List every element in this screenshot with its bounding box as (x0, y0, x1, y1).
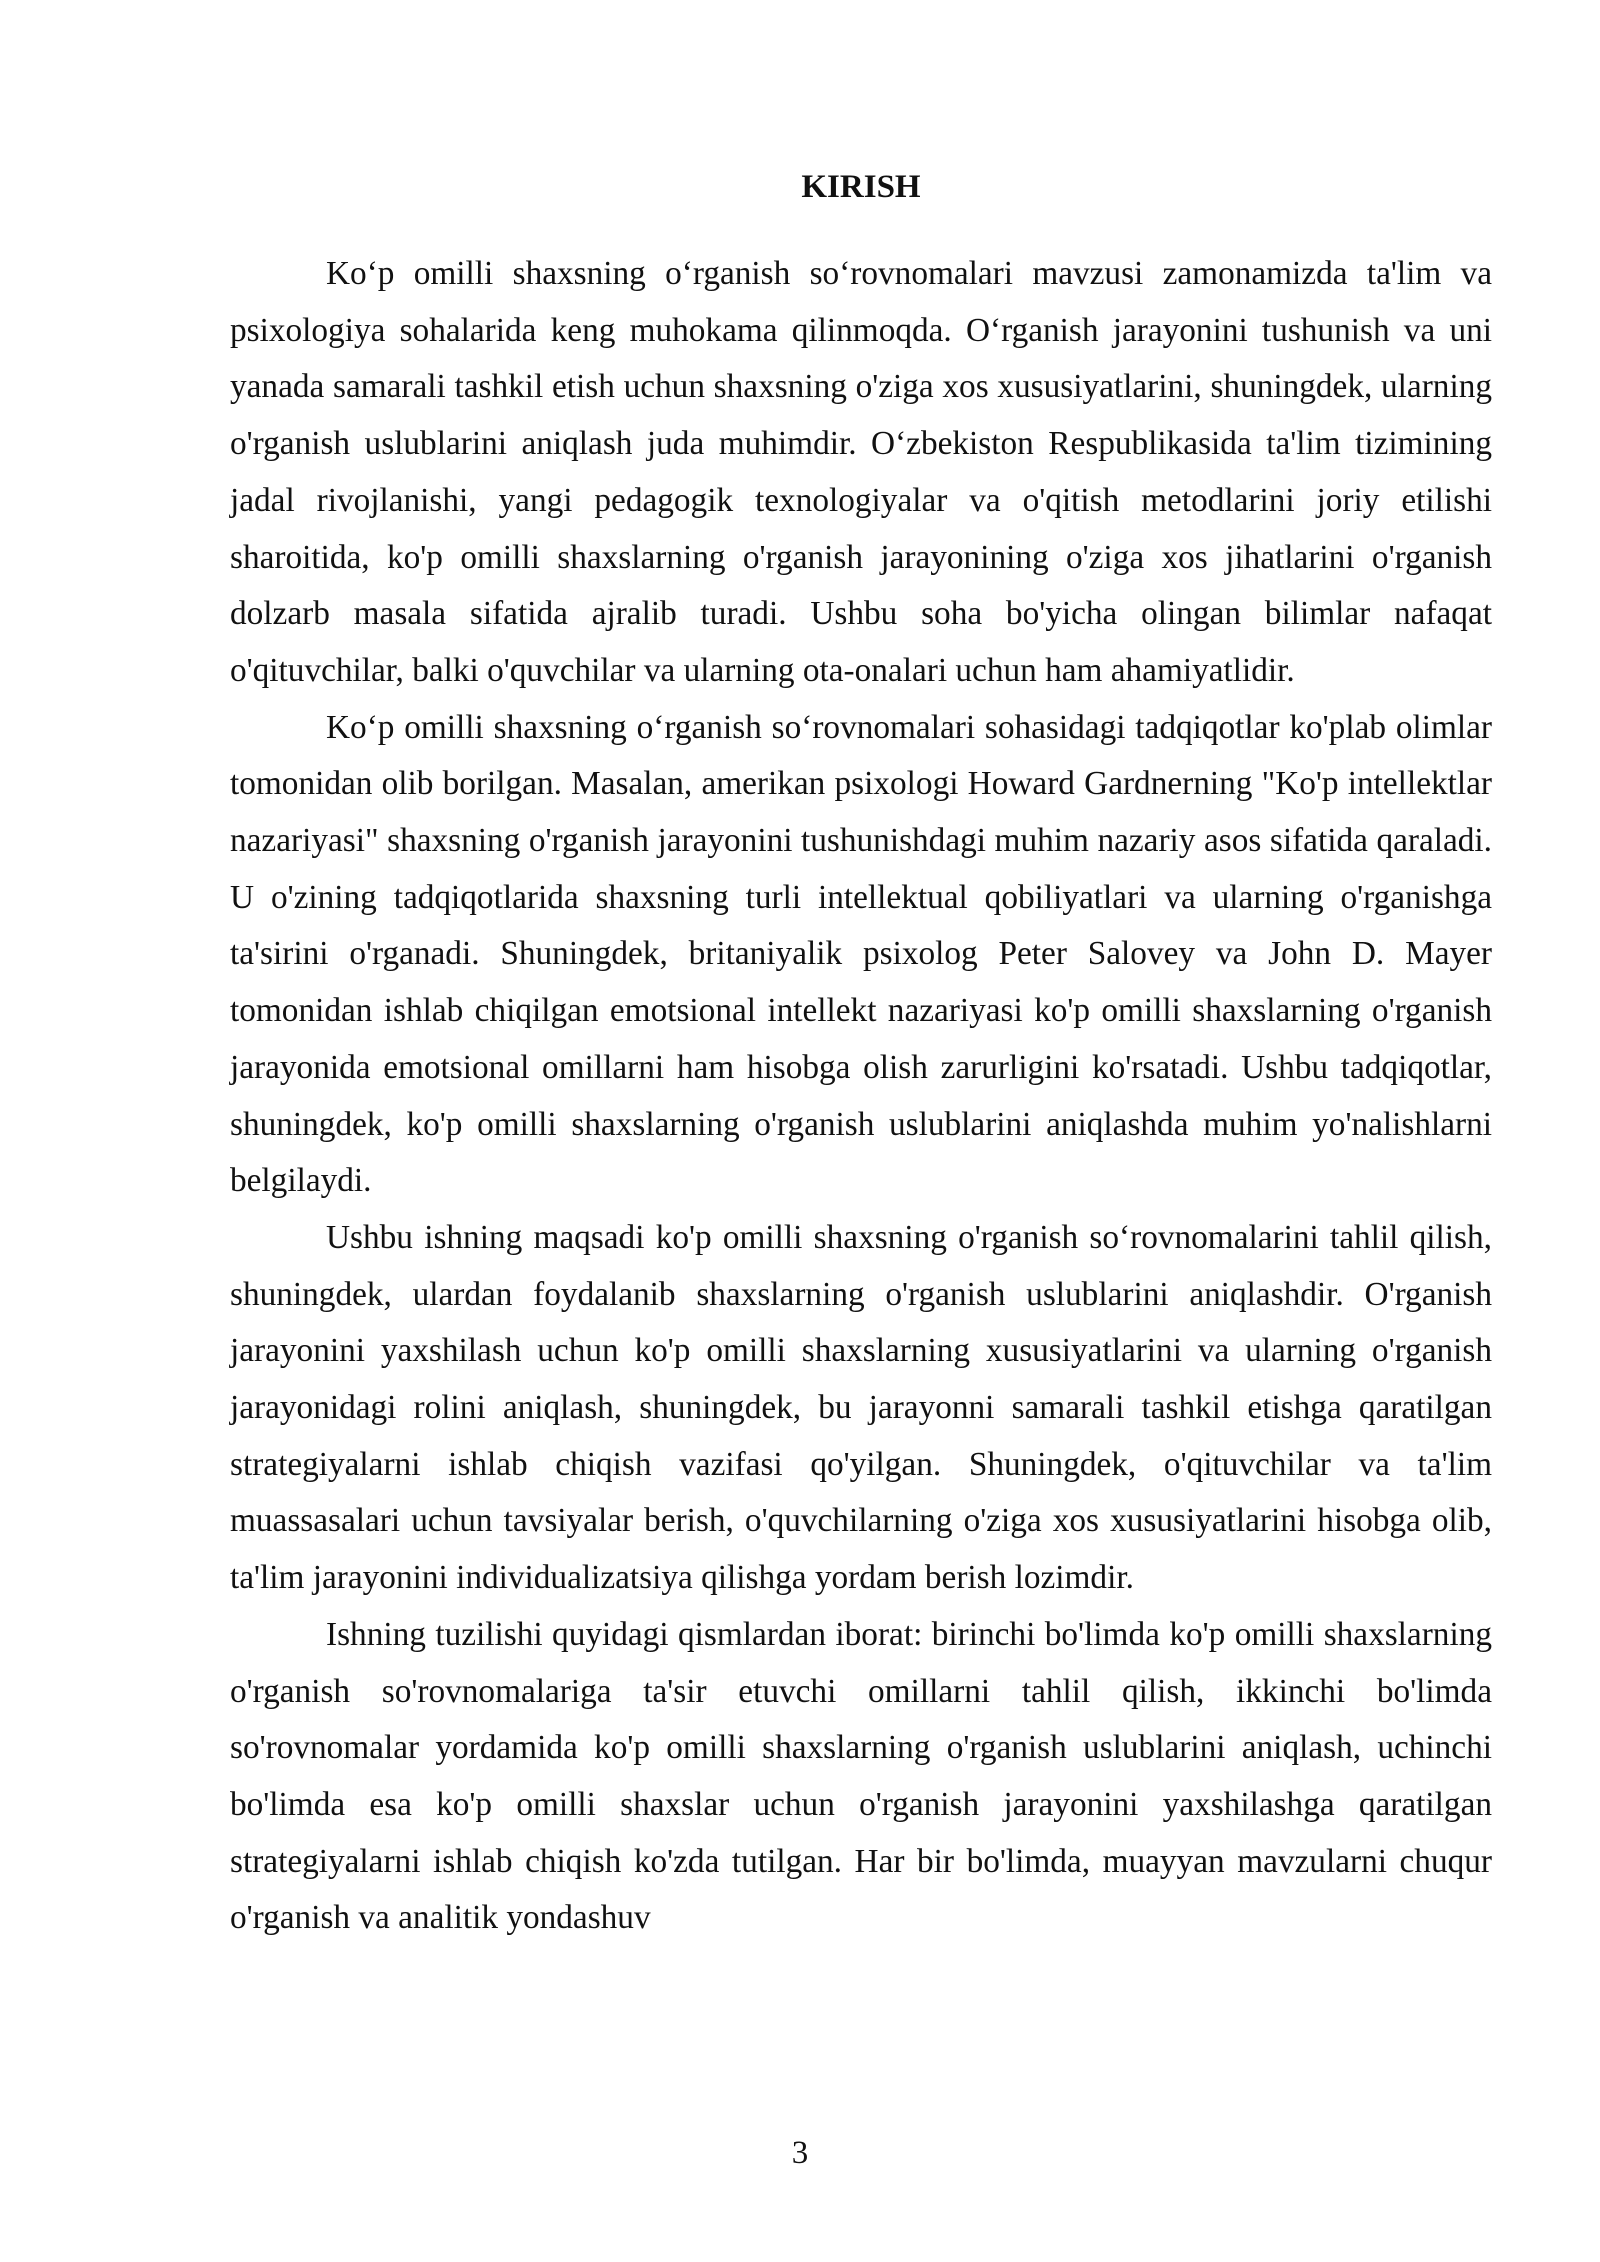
paragraph-3: Ushbu ishning maqsadi ko'p omilli shaxsning o'rganish so‘rovnomalarini tahlil qilish, shuningdek, ulardan foydalanib shaxslarning o'rganish uslublarini aniqlashdir. O'rganish jarayonini yaxshilash uchun ko'p omilli shaxslarning xususiyatlarini va ularning o'rganish jarayonidagi rolini aniqlash, shuningdek, bu jarayonni samarali tashkil etishga qaratilgan strategiyalarni ishlab chiqish vazifasi qo'yilgan. Shuningdek, o'qituvchilar va ta'lim muassasalari uchun tavsiyalar berish, o'quvchilarning o'ziga xos xususiyatlarini hisobga olib, ta'lim jarayonini individualizatsiya qilishga yordam berish lozimdir. (230, 1218, 1492, 1597)
page-number: 3 (791, 2135, 809, 2171)
document-body (230, 246, 1492, 1947)
paragraph-1: Ko‘p omilli shaxsning o‘rganish so‘rovnomalari mavzusi zamonamizda ta'lim va psixologiya sohalarida keng muhokama qilinmoqda. O‘rganish jarayonini tushunish va uni yanada samarali tashkil etish uchun shaxsning o'ziga xos xususiyatlarini, shuningdek, ularning o'rganish uslublarini aniqlash juda muhimdir. O‘zbekiston Respublikasida ta'lim tizimining jadal rivojlanishi, yangi pedagogik texnologiyalar va o'qitish metodlarini joriy etilishi sharoitida, ko'p omilli shaxslarning o'rganish jarayonining o'ziga xos jihatlarini o'rganish dolzarb masala sifatida ajralib turadi. Ushbu soha bo'yicha olingan bilimlar nafaqat o'qituvchilar, balki o'quvchilar va ularning ota-onalari uchun ham ahamiyatlidir. (230, 255, 1492, 689)
paragraph-2: Ko‘p omilli shaxsning o‘rganish so‘rovnomalari sohasidagi tadqiqotlar ko'plab olimlar tomonidan olib borilgan. Masalan, amerikan psixologi Howard Gardnerning "Ko'p intellektlar nazariyasi" shaxsning o'rganish jarayonini tushunishdagi muhim nazariy asos sifatida qaraladi. U o'zining tadqiqotlarida shaxsning turli intellektual qobiliyatlari va ularning o'rganishga ta'sirini o'rganadi. Shuningdek, britaniyalik psixolog Peter Salovey va John D. Mayer tomonidan ishlab chiqilgan emotsional intellekt nazariyasi ko'p omilli shaxslarning o'rganish jarayonida emotsional omillarni ham hisobga olish zarurligini ko'rsatadi. Ushbu tadqiqotlar, shuningdek, ko'p omilli shaxslarning o'rganish uslublarini aniqlashda muhim yo'nalishlarni belgilaydi. (230, 708, 1492, 1200)
paragraph-4: Ishning tuzilishi quyidagi qismlardan iborat: birinchi bo'limda ko'p omilli shaxslarning o'rganish so'rovnomalariga ta'sir etuvchi omillarni tahlil qilish, ikkinchi bo'limda so'rovnomalar yordamida ko'p omilli shaxslarning o'rganish uslublarini aniqlash, uchinchi bo'limda esa ko'p omilli shaxslar uchun o'rganish jarayonini yaxshilashga qaratilgan strategiyalarni ishlab chiqish ko'zda tutilgan. Har bir bo'limda, muayyan mavzularni chuqur o'rganish va analitik yondashuv (230, 1615, 1492, 1937)
page-heading: KIRISH (801, 169, 921, 205)
